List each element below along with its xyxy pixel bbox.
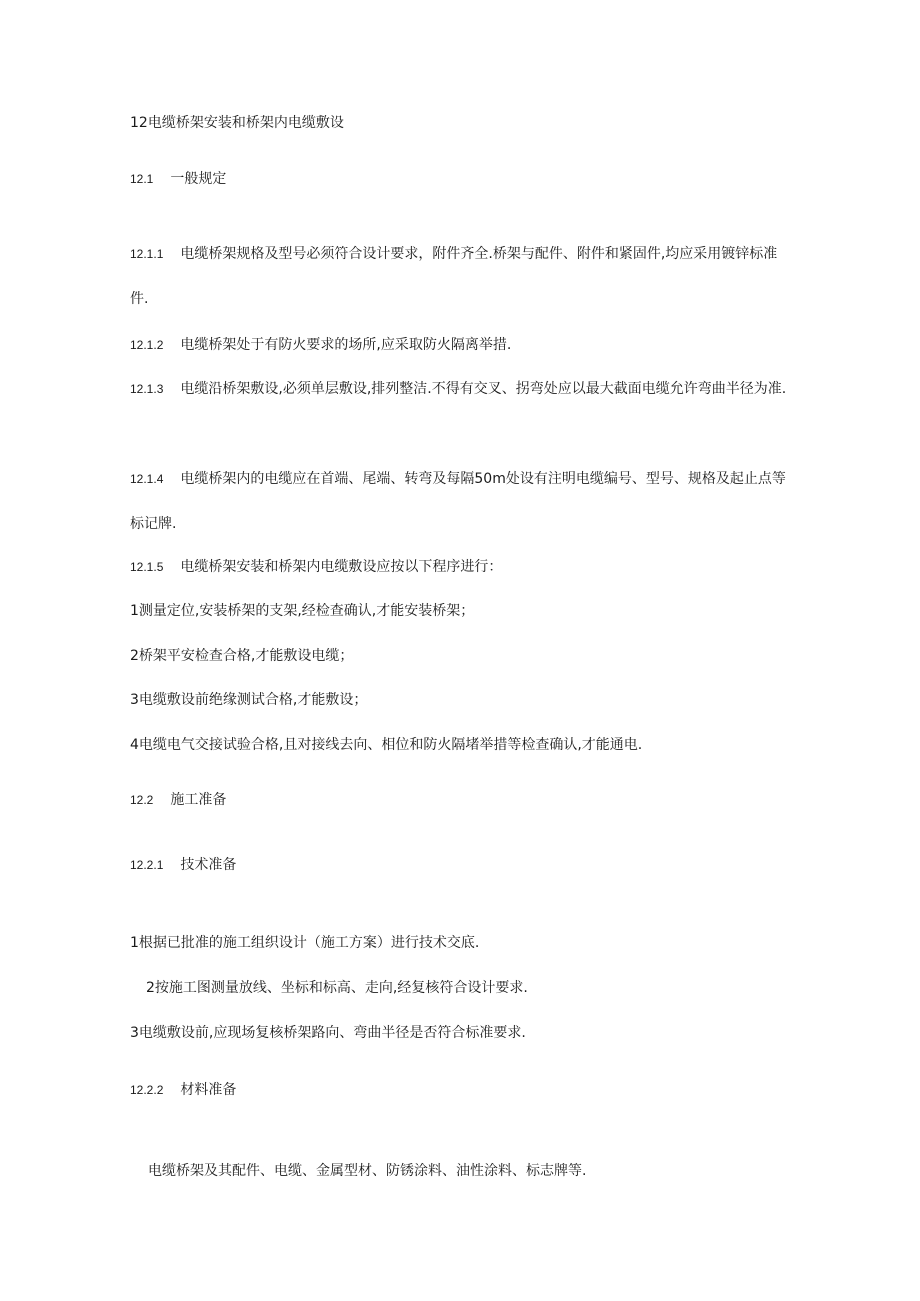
section-12-1-heading <box>130 170 226 188</box>
clause-12-1-1 <box>130 232 795 322</box>
clause-12-1-5 <box>130 558 502 576</box>
materials-list: 电缆桥架及其配件、电缆、金属型材、防锈涂料、油性涂料、标志牌等. <box>148 1163 587 1179</box>
section-number: 12.2 <box>130 793 154 807</box>
section-number: 12.2.2 <box>130 1083 164 1097</box>
clause-text: 电缆桥架规格及型号必须符合设计要求，附件齐全.桥架与配件、附件和紧固件,均应采用镀锌标准件. <box>130 246 778 307</box>
tech-item: 1根据已批准的施工组织设计（施工方案）进行技术交底. <box>130 935 480 951</box>
clause-12-1-4 <box>130 457 795 547</box>
clause-text: 电缆桥架安装和桥架内电缆敷设应按以下程序进行： <box>180 559 503 575</box>
clause-number: 12.1.5 <box>130 560 164 574</box>
step-item: 1测量定位,安装桥架的支架,经检查确认,才能安装桥架； <box>130 603 475 619</box>
section-12-2-heading <box>130 791 226 809</box>
section-title: 一般规定 <box>170 171 227 187</box>
step-item: 2桥架平安检查合格,才能敷设电缆； <box>130 648 354 664</box>
clause-12-1-2 <box>130 336 511 354</box>
tech-item: 3电缆敷设前,应现场复核桥架路向、弯曲半径是否符合标准要求. <box>130 1025 526 1041</box>
clause-text: 电缆桥架处于有防火要求的场所,应采取防火隔离举措. <box>180 337 512 353</box>
clause-text: 电缆沿桥架敷设,必须单层敷设,排列整洁.不得有交叉、拐弯处应以最大截面电缆允许弯曲半径为准. <box>180 381 787 397</box>
clause-number: 12.1.2 <box>130 338 164 352</box>
section-title: 施工准备 <box>170 792 227 808</box>
step-item: 3电缆敷设前绝缘测试合格,才能敷设； <box>130 692 368 708</box>
section-12-2-1-heading <box>130 856 236 874</box>
section-number: 12.2.1 <box>130 858 164 872</box>
tech-item: 2按施工图测量放线、坐标和标高、走向,经复核符合设计要求. <box>146 980 528 996</box>
document-title: 12电缆桥架安装和桥架内电缆敷设 <box>130 115 344 131</box>
clause-text: 电缆桥架内的电缆应在首端、尾端、转弯及每隔50m处设有注明电缆编号、型号、规格及起止点等标记牌. <box>130 471 786 532</box>
clause-number: 12.1.1 <box>130 247 164 261</box>
section-12-2-2-heading <box>130 1081 236 1099</box>
section-title: 技术准备 <box>180 857 237 873</box>
clause-12-1-3 <box>130 367 795 412</box>
step-item: 4电缆电气交接试验合格,且对接线去向、相位和防火隔堵举措等检查确认,才能通电. <box>130 737 643 753</box>
clause-number: 12.1.3 <box>130 382 164 396</box>
clause-number: 12.1.4 <box>130 472 164 486</box>
section-number: 12.1 <box>130 172 154 186</box>
section-title: 材料准备 <box>180 1082 237 1098</box>
